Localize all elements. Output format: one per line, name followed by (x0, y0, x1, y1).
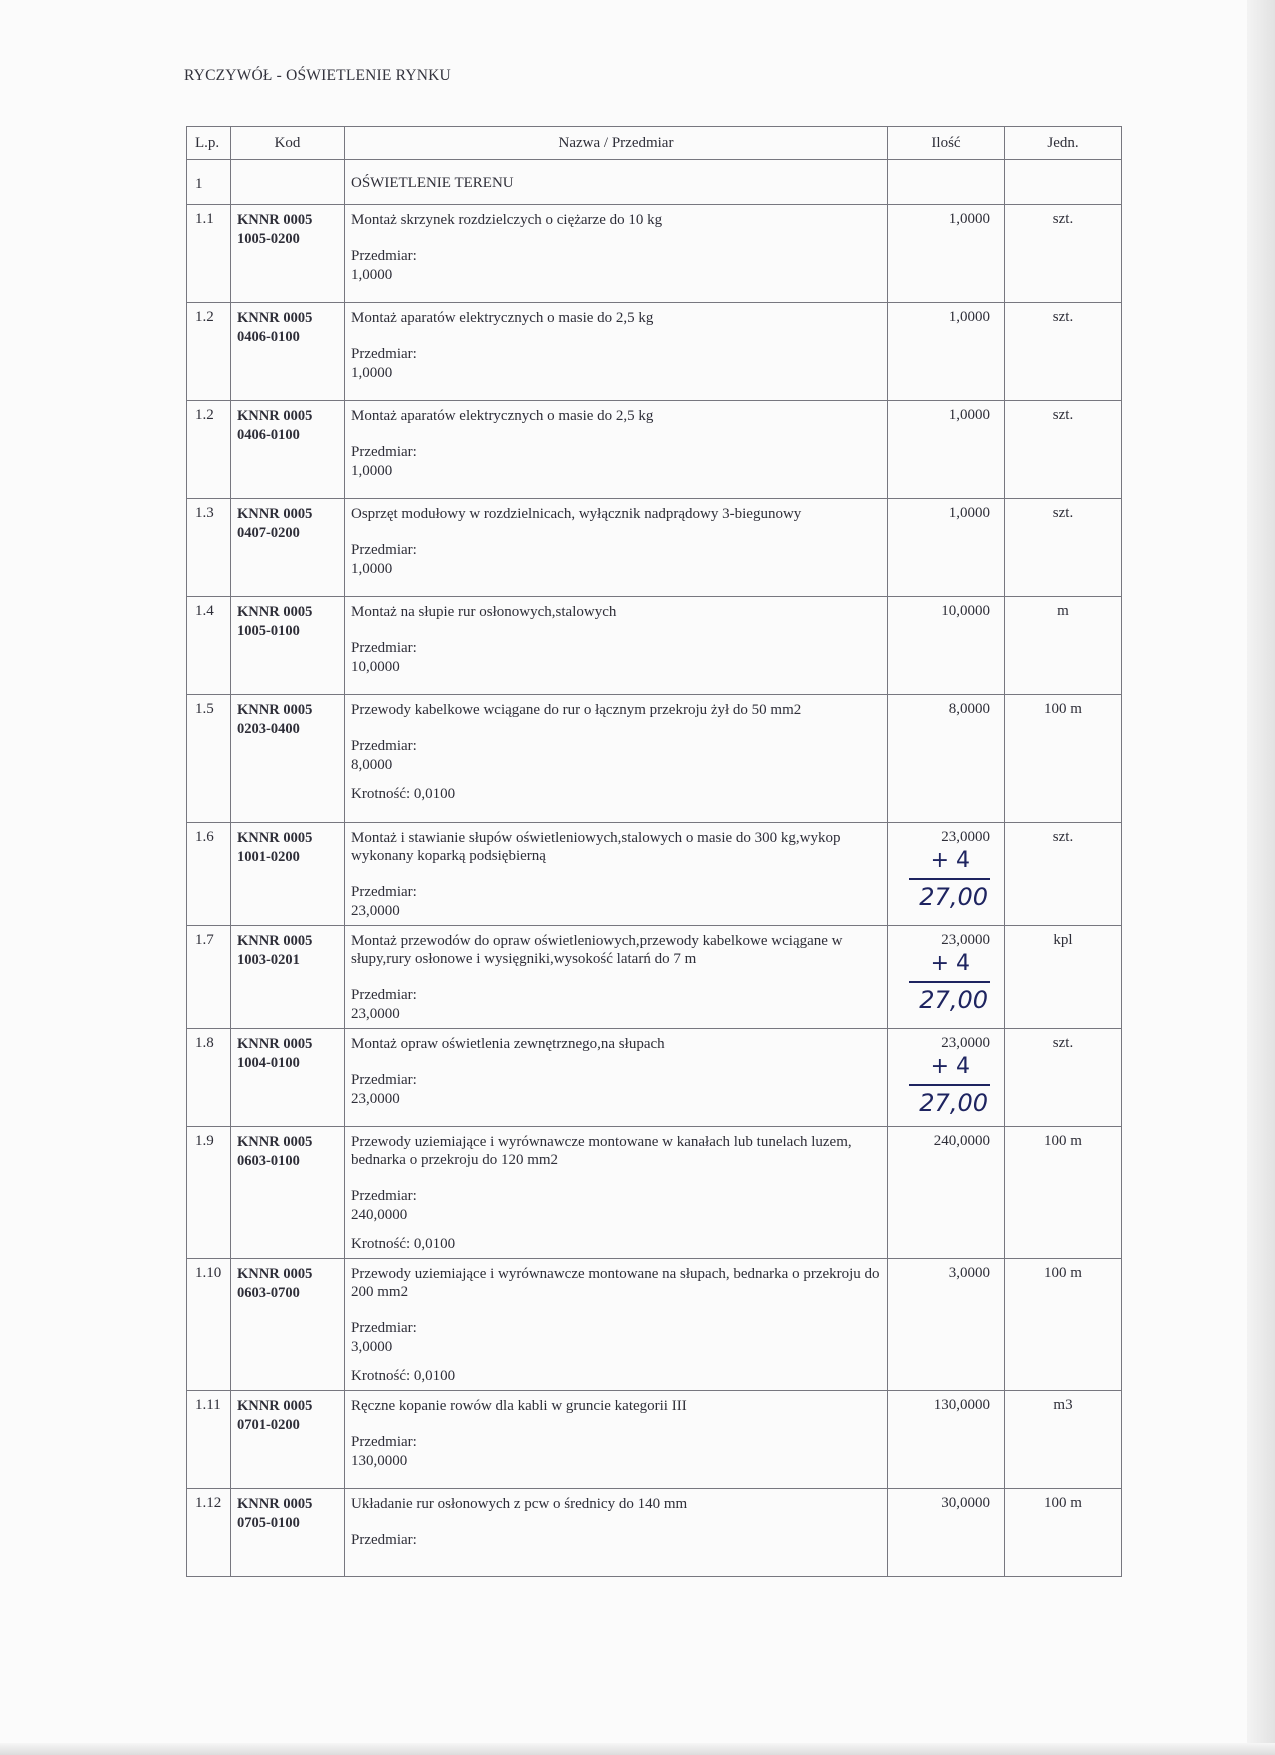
kod-catalog: KNNR 0005 (237, 1036, 313, 1052)
item-kod (231, 1391, 345, 1489)
item-kod (231, 1259, 345, 1391)
item-lp: 1.1 (187, 205, 231, 303)
item-name: Ręczne kopanie rowów dla kabli w gruncie kategorii III (351, 1398, 687, 1414)
item-jedn: szt. (1005, 823, 1122, 926)
item-kod (231, 695, 345, 823)
przedmiar-label: Przedmiar: (351, 1320, 417, 1336)
przedmiar-value: 130,0000 (351, 1453, 408, 1469)
item-name: Przewody uziemiające i wyrównawcze montowane w kanałach lub tunelach luzem, bednarka o przekroju do 120 mm2 (351, 1134, 852, 1168)
document-title: RYCZYWÓŁ - OŚWIETLENIE RYNKU (184, 67, 451, 84)
item-ilosc (888, 1391, 1005, 1489)
przedmiar-value: 3,0000 (351, 1339, 393, 1355)
przedmiar-table (186, 126, 1122, 1577)
item-kod (231, 1029, 345, 1127)
item-nazwa (345, 695, 888, 823)
item-ilosc (888, 1127, 1005, 1259)
przedmiar-label: Przedmiar: (351, 738, 417, 754)
table-row (187, 401, 1122, 499)
item-kod (231, 499, 345, 597)
przedmiar-label: Przedmiar: (351, 987, 417, 1003)
krotnosc-value: Krotność: 0,0100 (351, 1236, 456, 1252)
item-kod (231, 597, 345, 695)
item-lp: 1.4 (187, 597, 231, 695)
kod-catalog: KNNR 0005 (237, 1496, 313, 1512)
item-kod (231, 1127, 345, 1259)
item-jedn: szt. (1005, 1029, 1122, 1127)
przedmiar-value: 23,0000 (351, 1006, 400, 1022)
item-lp: 1.8 (187, 1029, 231, 1127)
item-jedn: m3 (1005, 1391, 1122, 1489)
przedmiar-value: 23,0000 (351, 1091, 400, 1107)
section-row (187, 160, 1122, 205)
header-lp: L.p. (187, 127, 231, 160)
item-ilosc (888, 1489, 1005, 1577)
przedmiar-label: Przedmiar: (351, 1072, 417, 1088)
item-name: Przewody kabelkowe wciągane do rur o łącznym przekroju żył do 50 mm2 (351, 702, 802, 718)
table-row (187, 597, 1122, 695)
kod-catalog: KNNR 0005 (237, 830, 313, 846)
krotnosc-value: Krotność: 0,0100 (351, 786, 456, 802)
ilosc-value: 23,0000 (941, 829, 990, 845)
kod-catalog: KNNR 0005 (237, 604, 313, 620)
kod-position: 1005-0200 (237, 231, 300, 247)
item-jedn: szt. (1005, 303, 1122, 401)
item-jedn: kpl (1005, 926, 1122, 1029)
kod-catalog: KNNR 0005 (237, 1134, 313, 1150)
header-nazwa: Nazwa / Przedmiar (345, 127, 888, 160)
kod-position: 1003-0201 (237, 952, 300, 968)
item-lp: 1.2 (187, 303, 231, 401)
kod-catalog: KNNR 0005 (237, 310, 313, 326)
item-nazwa (345, 823, 888, 926)
przedmiar-label: Przedmiar: (351, 346, 417, 362)
item-nazwa (345, 597, 888, 695)
kod-catalog: KNNR 0005 (237, 408, 313, 424)
item-nazwa (345, 1489, 888, 1577)
section-ilosc-empty (888, 160, 1005, 205)
ilosc-value: 23,0000 (941, 1035, 990, 1051)
item-jedn: 100 m (1005, 1489, 1122, 1577)
table-row (187, 695, 1122, 823)
kod-position: 0603-0100 (237, 1153, 300, 1169)
kod-position: 1004-0100 (237, 1055, 300, 1071)
item-name: Montaż opraw oświetlenia zewnętrznego,na słupach (351, 1036, 665, 1052)
section-jedn-empty (1005, 160, 1122, 205)
przedmiar-value: 23,0000 (351, 903, 400, 919)
item-kod (231, 205, 345, 303)
section-name: OŚWIETLENIE TERENU (345, 160, 888, 205)
ilosc-value: 240,0000 (933, 1133, 990, 1149)
kod-position: 0203-0400 (237, 721, 300, 737)
table-row (187, 499, 1122, 597)
item-name: Osprzęt modułowy w rozdzielnicach, wyłącznik nadprądowy 3-biegunowy (351, 506, 802, 522)
kod-catalog: KNNR 0005 (237, 1266, 313, 1282)
item-lp: 1.2 (187, 401, 231, 499)
item-nazwa (345, 401, 888, 499)
table-row (187, 1127, 1122, 1259)
handwritten-correction (888, 1054, 990, 1116)
table-row (187, 1029, 1122, 1127)
kod-position: 0406-0100 (237, 329, 300, 345)
scan-edge-shadow (1247, 0, 1275, 1755)
item-kod (231, 303, 345, 401)
ilosc-value: 8,0000 (948, 701, 990, 717)
item-ilosc (888, 1029, 1005, 1127)
item-name: Układanie rur osłonowych z pcw o średnicy do 140 mm (351, 1496, 688, 1512)
item-name: Montaż aparatów elektrycznych o masie do 2,5 kg (351, 310, 654, 326)
przedmiar-value: 8,0000 (351, 757, 393, 773)
przedmiar-value: 10,0000 (351, 659, 400, 675)
item-ilosc (888, 499, 1005, 597)
item-kod (231, 401, 345, 499)
kod-catalog: KNNR 0005 (237, 212, 313, 228)
item-nazwa (345, 303, 888, 401)
kod-position: 1005-0100 (237, 623, 300, 639)
przedmiar-label: Przedmiar: (351, 884, 417, 900)
kod-position: 1001-0200 (237, 849, 300, 865)
kod-catalog: KNNR 0005 (237, 1398, 313, 1414)
item-lp: 1.11 (187, 1391, 231, 1489)
item-name: Montaż aparatów elektrycznych o masie do 2,5 kg (351, 408, 654, 424)
ilosc-value: 1,0000 (948, 407, 990, 423)
handwritten-sum: 27,00 (909, 878, 990, 910)
header-jedn: Jedn. (1005, 127, 1122, 160)
przedmiar-label: Przedmiar: (351, 1434, 417, 1450)
kod-position: 0705-0100 (237, 1515, 300, 1531)
item-ilosc (888, 205, 1005, 303)
przedmiar-label: Przedmiar: (351, 1188, 417, 1204)
item-nazwa (345, 1391, 888, 1489)
item-name: Przewody uziemiające i wyrównawcze montowane na słupach, bednarka o przekroju do 200 mm2 (351, 1266, 880, 1300)
item-lp: 1.7 (187, 926, 231, 1029)
krotnosc-value: Krotność: 0,0100 (351, 1368, 456, 1384)
item-jedn: 100 m (1005, 1259, 1122, 1391)
item-ilosc (888, 401, 1005, 499)
przedmiar-value: 1,0000 (351, 561, 393, 577)
table-row (187, 823, 1122, 926)
table-row (187, 1259, 1122, 1391)
kod-position: 0701-0200 (237, 1417, 300, 1433)
item-kod (231, 1489, 345, 1577)
item-lp: 1.9 (187, 1127, 231, 1259)
przedmiar-label: Przedmiar: (351, 542, 417, 558)
header-ilosc: Ilość (888, 127, 1005, 160)
item-ilosc (888, 303, 1005, 401)
item-name: Montaż skrzynek rozdzielczych o ciężarze do 10 kg (351, 212, 663, 228)
ilosc-value: 1,0000 (948, 309, 990, 325)
przedmiar-label: Przedmiar: (351, 444, 417, 460)
kod-catalog: KNNR 0005 (237, 702, 313, 718)
item-name: Montaż przewodów do opraw oświetleniowych,przewody kabelkowe wciągane w słupy,rury osłonowe i wysięgniki,wysokość latarń do 7 m (351, 933, 843, 967)
table-row (187, 926, 1122, 1029)
ilosc-value: 30,0000 (941, 1495, 990, 1511)
przedmiar-label: Przedmiar: (351, 640, 417, 656)
handwritten-plus: + 4 (930, 848, 970, 873)
item-nazwa (345, 1259, 888, 1391)
przedmiar-value: 1,0000 (351, 267, 393, 283)
table-header-row (187, 127, 1122, 160)
handwritten-correction (888, 951, 990, 1013)
przedmiar-value: 1,0000 (351, 463, 393, 479)
przedmiar-value: 1,0000 (351, 365, 393, 381)
item-nazwa (345, 499, 888, 597)
item-ilosc (888, 823, 1005, 926)
item-nazwa (345, 205, 888, 303)
item-lp: 1.5 (187, 695, 231, 823)
kod-position: 0407-0200 (237, 525, 300, 541)
handwritten-sum: 27,00 (909, 1084, 990, 1116)
ilosc-value: 3,0000 (948, 1265, 990, 1281)
przedmiar-label: Przedmiar: (351, 248, 417, 264)
item-ilosc (888, 926, 1005, 1029)
header-kod: Kod (231, 127, 345, 160)
item-nazwa (345, 926, 888, 1029)
item-kod (231, 823, 345, 926)
table-row (187, 205, 1122, 303)
item-lp: 1.12 (187, 1489, 231, 1577)
handwritten-correction (888, 848, 990, 910)
item-name: Montaż na słupie rur osłonowych,stalowych (351, 604, 617, 620)
scan-bottom-shadow (0, 1743, 1275, 1755)
item-jedn: m (1005, 597, 1122, 695)
handwritten-plus: + 4 (930, 951, 970, 976)
kod-catalog: KNNR 0005 (237, 933, 313, 949)
ilosc-value: 130,0000 (933, 1397, 990, 1413)
handwritten-plus: + 4 (930, 1054, 970, 1079)
item-ilosc (888, 695, 1005, 823)
item-lp: 1.10 (187, 1259, 231, 1391)
item-jedn: szt. (1005, 205, 1122, 303)
table-row (187, 1489, 1122, 1577)
item-ilosc (888, 597, 1005, 695)
handwritten-sum: 27,00 (909, 981, 990, 1013)
item-jedn: 100 m (1005, 1127, 1122, 1259)
item-lp: 1.6 (187, 823, 231, 926)
ilosc-value: 1,0000 (948, 211, 990, 227)
kod-catalog: KNNR 0005 (237, 506, 313, 522)
przedmiar-label: Przedmiar: (351, 1532, 417, 1548)
item-kod (231, 926, 345, 1029)
section-kod-empty (231, 160, 345, 205)
item-nazwa (345, 1029, 888, 1127)
item-name: Montaż i stawianie słupów oświetleniowych,stalowych o masie do 300 kg,wykop wykonany koparką podsiębierną (351, 830, 841, 864)
item-ilosc (888, 1259, 1005, 1391)
item-nazwa (345, 1127, 888, 1259)
kod-position: 0406-0100 (237, 427, 300, 443)
kod-position: 0603-0700 (237, 1285, 300, 1301)
section-lp: 1 (187, 160, 231, 205)
item-jedn: 100 m (1005, 695, 1122, 823)
table-row (187, 1391, 1122, 1489)
item-lp: 1.3 (187, 499, 231, 597)
table-row (187, 303, 1122, 401)
przedmiar-value: 240,0000 (351, 1207, 408, 1223)
item-jedn: szt. (1005, 401, 1122, 499)
ilosc-value: 1,0000 (948, 505, 990, 521)
item-jedn: szt. (1005, 499, 1122, 597)
ilosc-value: 10,0000 (941, 603, 990, 619)
ilosc-value: 23,0000 (941, 932, 990, 948)
